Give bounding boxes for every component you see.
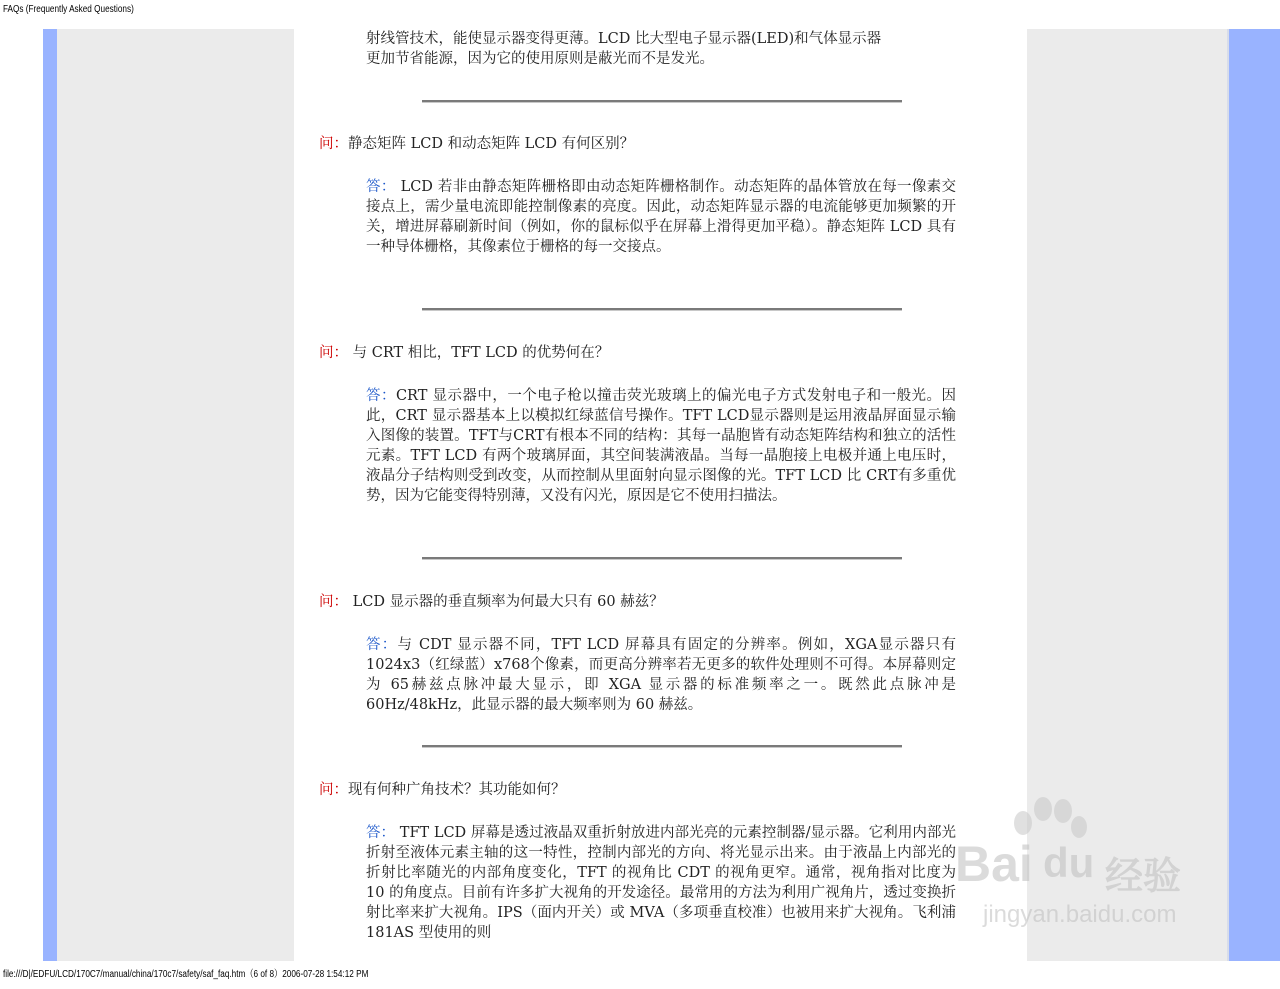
right-blue-margin	[1229, 29, 1280, 961]
page-header-title: FAQs (Frequently Asked Questions)	[3, 4, 134, 15]
faq-answer	[366, 823, 956, 943]
faq-question	[319, 343, 609, 363]
watermark-url: jingyan.baidu.com	[983, 901, 1177, 928]
section-divider	[422, 100, 902, 103]
question-label: 问：	[319, 136, 348, 152]
paragraph-line: 更加节省能源，因为它的使用原则是蔽光而不是发光。	[366, 51, 714, 67]
paragraph-line: 射线管技术，能使显示器变得更薄。LCD 比大型电子显示器(LED)和气体显示器	[366, 31, 882, 47]
faq-question	[319, 134, 634, 154]
faq-answer	[366, 635, 956, 715]
answer-text: LCD 若非由静态矩阵栅格即由动态矩阵栅格制作。动态矩阵的晶体管放在每一像素交接点上，需少量电流即能控制像素的亮度。因此，动态矩阵显示器的电流能够更加频繁的开关，增进屏幕刷新时间（例如，你的鼠标似乎在屏幕上滑得更加平稳）。静态矩阵 LCD 具有一种导体栅格，其像素位于栅格的每一交接点。	[366, 179, 956, 255]
watermark-suffix: 经验	[1105, 856, 1182, 898]
faq-answer	[366, 386, 956, 506]
watermark-brand: Bai	[955, 836, 1033, 892]
continued-paragraph	[366, 29, 956, 69]
answer-text: TFT LCD 屏幕是透过液晶双重折射放进内部光亮的元素控制器/显示器。它利用内部光折射至液体元素主轴的这一特性，控制内部光的方向、将光显示出来。由于液晶上内部光的折射比率随光的内部角度变化，TFT 的视角比 CDT 的视角更窄。通常，视角指对比度为 10 的角度点。目前有许多扩大视角的开发途径。最常用的方法为利用广视角片，透过变换折射比率来扩大视角。IPS（面内开关）或 MVA（多项垂直校准）也被用来扩大视角。飞利浦 181AS 型使用的则	[366, 825, 956, 941]
page-footer-path: file:///D|/EDFU/LCD/170C7/manual/china/170c7/safety/saf_faq.htm（6 of 8）2006-07-28 1:54:12 PM	[3, 969, 369, 980]
section-divider	[422, 308, 902, 311]
answer-text: CRT 显示器中，一个电子枪以撞击荧光玻璃上的偏光电子方式发射电子和一般光。因此，CRT 显示器基本上以模拟红绿蓝信号操作。TFT LCD显示器则是运用液晶屏面显示输入图像的装置。TFT与CRT有根本不同的结构：其每一晶胞皆有动态矩阵结构和独立的活性元素。TFT LCD 有两个玻璃屏面，其空间装满液晶。当每一晶胞接上电极并通上电压时，液晶分子结构则受到改变，从而控制从里面射向显示图像的光。TFT LCD 比 CRT有多重优势，因为它能变得特别薄，又没有闪光，原因是它不使用扫描法。	[366, 388, 956, 504]
question-text: 静态矩阵 LCD 和动态矩阵 LCD 有何区别？	[348, 136, 635, 152]
section-divider	[422, 557, 902, 560]
question-label: 问：	[319, 594, 348, 610]
question-label: 问：	[319, 345, 348, 361]
question-text: 与 CRT 相比，TFT LCD 的优势何在？	[348, 345, 610, 361]
faq-question	[319, 592, 664, 612]
faq-question	[319, 780, 566, 800]
section-divider	[422, 745, 902, 748]
question-text: 现有何种广角技术？其功能如何？	[348, 782, 566, 798]
answer-label: 答：	[366, 179, 396, 195]
answer-label: 答：	[366, 825, 396, 841]
watermark-mark: du	[1043, 839, 1095, 886]
faq-answer	[366, 177, 956, 257]
answer-label: 答：	[366, 388, 396, 404]
left-blue-margin	[43, 29, 57, 961]
answer-label: 答：	[366, 637, 398, 653]
question-label: 问：	[319, 782, 348, 798]
question-text: LCD 显示器的垂直频率为何最大只有 60 赫兹？	[348, 594, 664, 610]
faq-content-column	[294, 29, 1027, 961]
right-gray-margin	[1027, 29, 1229, 961]
answer-text: 与 CDT 显示器不同，TFT LCD 屏幕具有固定的分辨率。例如，XGA显示器只有1024x3（红绿蓝）x768个像素，而更高分辨率若无更多的软件处理则不可得。本屏幕则定为 65赫兹点脉冲最大显示，即 XGA 显示器的标准频率之一。既然此点脉冲是 60Hz/48kHz，此显示器的最大频率则为 60 赫兹。	[366, 637, 957, 713]
left-gray-margin	[57, 29, 294, 961]
